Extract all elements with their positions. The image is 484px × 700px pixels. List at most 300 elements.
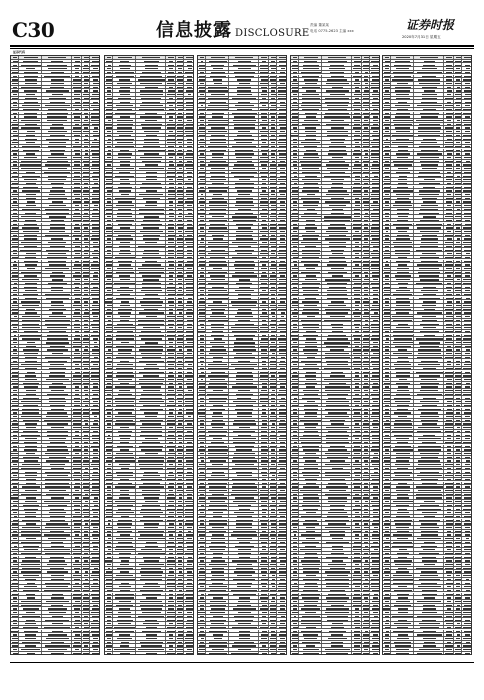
table-cell (206, 123, 229, 126)
cell-text (91, 631, 99, 632)
cell-text (23, 398, 39, 399)
cell-text (107, 90, 110, 91)
table-cell (176, 511, 184, 514)
table-cell (184, 507, 194, 510)
cell-text (279, 187, 287, 188)
table-cell (176, 75, 184, 78)
table-cell (72, 89, 82, 92)
cell-text (177, 483, 184, 484)
cell-text (24, 57, 38, 58)
table-cell (82, 411, 90, 414)
table-cell (105, 371, 113, 374)
cell-text (75, 205, 80, 206)
cell-text (84, 534, 89, 535)
cell-text (83, 512, 89, 513)
cell-text (169, 594, 174, 595)
cell-text (209, 201, 227, 202)
cell-text (12, 523, 19, 524)
cell-text (177, 268, 184, 269)
cell-text (93, 279, 99, 280)
table-cell (176, 267, 184, 270)
table-cell (166, 137, 176, 140)
cell-text (185, 201, 193, 202)
cell-text (85, 468, 88, 469)
table-cell (82, 644, 90, 647)
cell-text (106, 183, 111, 184)
table-cell (105, 600, 113, 603)
cell-text (49, 316, 66, 317)
cell-text (26, 142, 35, 143)
cell-text (74, 353, 81, 354)
cell-text (177, 449, 183, 450)
table-cell (176, 104, 184, 107)
table-cell (277, 219, 287, 222)
table-cell (206, 174, 229, 177)
cell-text (83, 364, 89, 365)
cell-text (186, 520, 192, 521)
cell-text (83, 264, 90, 265)
table-cell (230, 123, 260, 126)
cell-text (199, 246, 205, 247)
table-cell (277, 178, 287, 181)
table-cell (176, 149, 184, 152)
table-cell (19, 570, 42, 573)
table-cell (166, 241, 176, 244)
cell-text (260, 72, 269, 73)
table-cell (166, 459, 176, 462)
table-cell (113, 345, 136, 348)
cell-text (179, 157, 182, 158)
cell-text (24, 116, 37, 117)
cell-text (73, 375, 80, 376)
cell-text (237, 253, 252, 254)
table-cell (43, 541, 73, 544)
cell-text (187, 327, 191, 328)
cell-text (93, 527, 98, 528)
cell-text (27, 201, 36, 202)
table-cell (113, 186, 136, 189)
cell-text (22, 176, 40, 177)
table-cell (43, 393, 73, 396)
table-cell (72, 456, 82, 459)
table-cell (11, 604, 19, 607)
table-cell (277, 56, 287, 59)
table-cell (166, 596, 176, 599)
cell-text (208, 246, 228, 247)
cell-text (51, 642, 64, 643)
table-cell (43, 226, 73, 229)
table-cell (82, 482, 90, 485)
cell-text (93, 179, 98, 180)
cell-text (200, 220, 205, 221)
table-cell (184, 341, 194, 344)
table-cell (19, 489, 42, 492)
cell-text (142, 594, 161, 596)
cell-text (169, 568, 174, 569)
cell-text (168, 294, 175, 295)
cell-text (169, 305, 174, 306)
table-cell (166, 56, 176, 59)
table-cell (277, 241, 287, 244)
table-cell (72, 208, 82, 211)
cell-text (84, 472, 88, 473)
table-cell (137, 507, 167, 510)
table-cell (105, 500, 113, 503)
cell-text (139, 109, 164, 110)
table-cell (19, 123, 42, 126)
cell-text (199, 172, 204, 173)
table-cell (105, 319, 113, 322)
cell-text (25, 361, 37, 362)
table-cell (206, 256, 229, 259)
cell-text (169, 427, 174, 428)
table-cell (113, 174, 136, 177)
cell-text (13, 131, 16, 132)
cell-text (83, 379, 90, 380)
table-cell (19, 567, 42, 570)
cell-text (168, 324, 174, 325)
cell-text (94, 416, 98, 417)
cell-text (177, 309, 183, 310)
cell-text (50, 442, 65, 443)
table-cell (176, 385, 184, 388)
table-cell (269, 119, 277, 122)
cell-text (118, 209, 131, 210)
table-cell (137, 448, 167, 451)
cell-text (84, 505, 88, 506)
table-cell (43, 241, 73, 244)
cell-text (238, 246, 251, 247)
table-cell (176, 134, 184, 137)
cell-text (186, 305, 193, 306)
cell-text (187, 368, 191, 369)
cell-text (84, 516, 89, 517)
table-cell (184, 63, 194, 66)
table-cell (72, 581, 82, 584)
cell-text (168, 416, 174, 417)
cell-text (11, 497, 18, 498)
cell-text (120, 87, 130, 88)
table-cell (11, 371, 19, 374)
cell-text (93, 257, 97, 258)
cell-text (21, 416, 40, 417)
cell-text (119, 90, 130, 91)
table-cell (198, 197, 206, 200)
table-cell (105, 463, 113, 466)
table-cell (198, 160, 206, 163)
cell-text (51, 579, 64, 580)
cell-text (85, 246, 88, 247)
table-cell (11, 126, 19, 129)
table-cell (176, 533, 184, 536)
cell-text (93, 209, 98, 210)
table-cell (176, 445, 184, 448)
cell-text (75, 102, 80, 103)
cell-text (73, 361, 81, 362)
table-cell (176, 278, 184, 281)
table-cell (11, 611, 19, 614)
cell-text (93, 172, 99, 173)
table-cell (184, 322, 194, 325)
table-cell (72, 359, 82, 362)
cell-text (271, 190, 275, 191)
table-cell (72, 189, 82, 192)
table-cell (176, 300, 184, 303)
cell-text (168, 338, 174, 339)
table-cell (43, 482, 73, 485)
cell-text (185, 98, 194, 99)
cell-text (200, 257, 205, 258)
table-cell (11, 367, 19, 370)
table-cell (82, 334, 90, 337)
cell-text (84, 253, 88, 254)
table-cell (19, 371, 42, 374)
cell-text (278, 224, 287, 225)
table-cell (277, 245, 287, 248)
cell-text (107, 250, 112, 251)
table-cell (11, 271, 19, 274)
cell-text (177, 205, 184, 206)
table-cell (90, 289, 100, 292)
cell-text (85, 346, 88, 347)
table-cell (184, 500, 194, 503)
table-cell (113, 600, 136, 603)
cell-text (105, 301, 112, 302)
cell-text (235, 272, 253, 273)
table-cell (11, 167, 19, 170)
table-cell (105, 644, 113, 647)
cell-text (169, 342, 173, 343)
table-cell (105, 374, 113, 377)
cell-text (25, 368, 38, 369)
cell-text (47, 394, 69, 395)
cell-text (13, 449, 17, 450)
table-cell (176, 604, 184, 607)
cell-text (167, 497, 174, 498)
table-cell (137, 404, 167, 407)
cell-text (12, 183, 18, 184)
table-cell (72, 589, 82, 592)
cell-text (25, 623, 36, 624)
table-cell (198, 208, 206, 211)
cell-text (93, 394, 98, 395)
table-cell (176, 452, 184, 455)
cell-text (73, 87, 81, 88)
cell-text (177, 468, 183, 469)
table-cell (198, 234, 206, 237)
table-cell (43, 363, 73, 366)
cell-text (261, 224, 267, 225)
cell-text (13, 597, 16, 598)
cell-text (186, 168, 193, 169)
table-cell (269, 141, 277, 144)
cell-text (13, 435, 16, 436)
cell-text (271, 205, 276, 206)
cell-text (46, 586, 68, 587)
table-cell (90, 108, 100, 111)
cell-text (24, 460, 38, 461)
cell-text (185, 131, 194, 132)
table-cell (72, 533, 82, 536)
cell-text (107, 309, 111, 310)
table-cell (90, 278, 100, 281)
cell-text (83, 583, 89, 584)
table-cell (166, 230, 176, 233)
cell-text (13, 268, 17, 269)
table-cell (176, 171, 184, 174)
table-cell (43, 430, 73, 433)
cell-text (179, 386, 182, 387)
table-cell (184, 163, 194, 166)
cell-text (168, 486, 175, 487)
table-cell (90, 556, 100, 559)
table-cell (137, 515, 167, 518)
cell-text (107, 438, 111, 439)
cell-text (199, 264, 205, 265)
cell-text (12, 594, 19, 595)
cell-text (92, 305, 98, 306)
table-cell (11, 178, 19, 181)
table-cell (259, 89, 269, 92)
cell-text (13, 571, 18, 572)
cell-text (11, 231, 18, 232)
cell-text (52, 272, 63, 273)
table-cell (166, 63, 176, 66)
cell-text (48, 242, 66, 243)
table-cell (43, 248, 73, 251)
table-cell (137, 322, 167, 325)
cell-text (83, 105, 90, 106)
table-cell (206, 197, 229, 200)
table-cell (176, 237, 184, 240)
cell-text (118, 616, 131, 617)
cell-text (22, 568, 40, 569)
table-cell (11, 493, 19, 496)
table-cell (230, 178, 260, 181)
table-cell (176, 556, 184, 559)
cell-text (179, 312, 182, 313)
cell-text (23, 608, 39, 609)
cell-text (12, 638, 18, 639)
table-cell (113, 308, 136, 311)
cell-text (169, 161, 173, 162)
table-cell (206, 145, 229, 148)
table-cell (82, 422, 90, 425)
cell-text (75, 246, 80, 247)
table-cell (19, 293, 42, 296)
table-cell (90, 337, 100, 340)
issue-date: 2020年7月31日 星期五 (402, 35, 441, 39)
table-cell (105, 211, 113, 214)
cell-text (73, 597, 81, 598)
cell-text (84, 457, 88, 458)
cell-text (178, 486, 182, 487)
table-cell (105, 60, 113, 63)
table-cell (72, 459, 82, 462)
table-cell (43, 230, 73, 233)
table-cell (11, 433, 19, 436)
table-cell (166, 482, 176, 485)
table-cell (19, 408, 42, 411)
table-cell (259, 167, 269, 170)
cell-text (139, 486, 164, 487)
cell-text (46, 460, 69, 461)
cell-text (178, 83, 183, 84)
table-cell (72, 267, 82, 270)
table-cell (176, 422, 184, 425)
table-cell (82, 193, 90, 196)
table-cell (90, 326, 100, 329)
cell-text (83, 375, 88, 376)
cell-text (177, 153, 183, 154)
table-cell (113, 311, 136, 314)
cell-text (107, 94, 110, 95)
cell-text (144, 527, 158, 528)
masthead (10, 18, 474, 44)
table-cell (269, 182, 277, 185)
table-cell (82, 633, 90, 636)
cell-text (107, 290, 110, 291)
cell-text (11, 187, 18, 188)
cell-text (13, 520, 18, 521)
cell-text (46, 416, 68, 417)
cell-text (83, 231, 88, 232)
table-cell (259, 211, 269, 214)
table-cell (19, 430, 42, 433)
table-cell (206, 234, 229, 237)
cell-text (177, 190, 183, 191)
table-cell (90, 60, 100, 63)
table-cell (206, 130, 229, 133)
newspaper-logo: 证券时报 (406, 18, 455, 32)
table-cell (277, 137, 287, 140)
cell-text (73, 520, 82, 521)
table-cell (166, 385, 176, 388)
table-cell (11, 63, 19, 66)
table-cell (19, 544, 42, 547)
cell-text (74, 324, 80, 325)
table-cell (259, 100, 269, 103)
cell-text (25, 501, 37, 502)
cell-text (236, 157, 252, 158)
cell-text (94, 250, 98, 251)
table-cell (43, 134, 73, 137)
table-cell (72, 430, 82, 433)
table-cell (113, 341, 136, 344)
cell-text (24, 76, 38, 77)
cell-text (210, 161, 226, 162)
table-cell (113, 241, 136, 244)
cell-text (25, 83, 37, 84)
table-cell (176, 374, 184, 377)
table-cell (198, 149, 206, 152)
table-cell (72, 308, 82, 311)
cell-text (270, 179, 276, 180)
cell-text (209, 213, 226, 214)
table-cell (11, 626, 19, 629)
table-cell (72, 226, 82, 229)
cell-text (106, 483, 112, 484)
table-cell (137, 537, 167, 540)
cell-text (75, 72, 79, 73)
newspaper-brand (402, 18, 476, 44)
table-cell (166, 322, 176, 325)
cell-text (115, 176, 134, 177)
cell-text (74, 557, 80, 558)
cell-text (45, 527, 70, 528)
table-cell (19, 626, 42, 629)
table-cell (90, 541, 100, 544)
